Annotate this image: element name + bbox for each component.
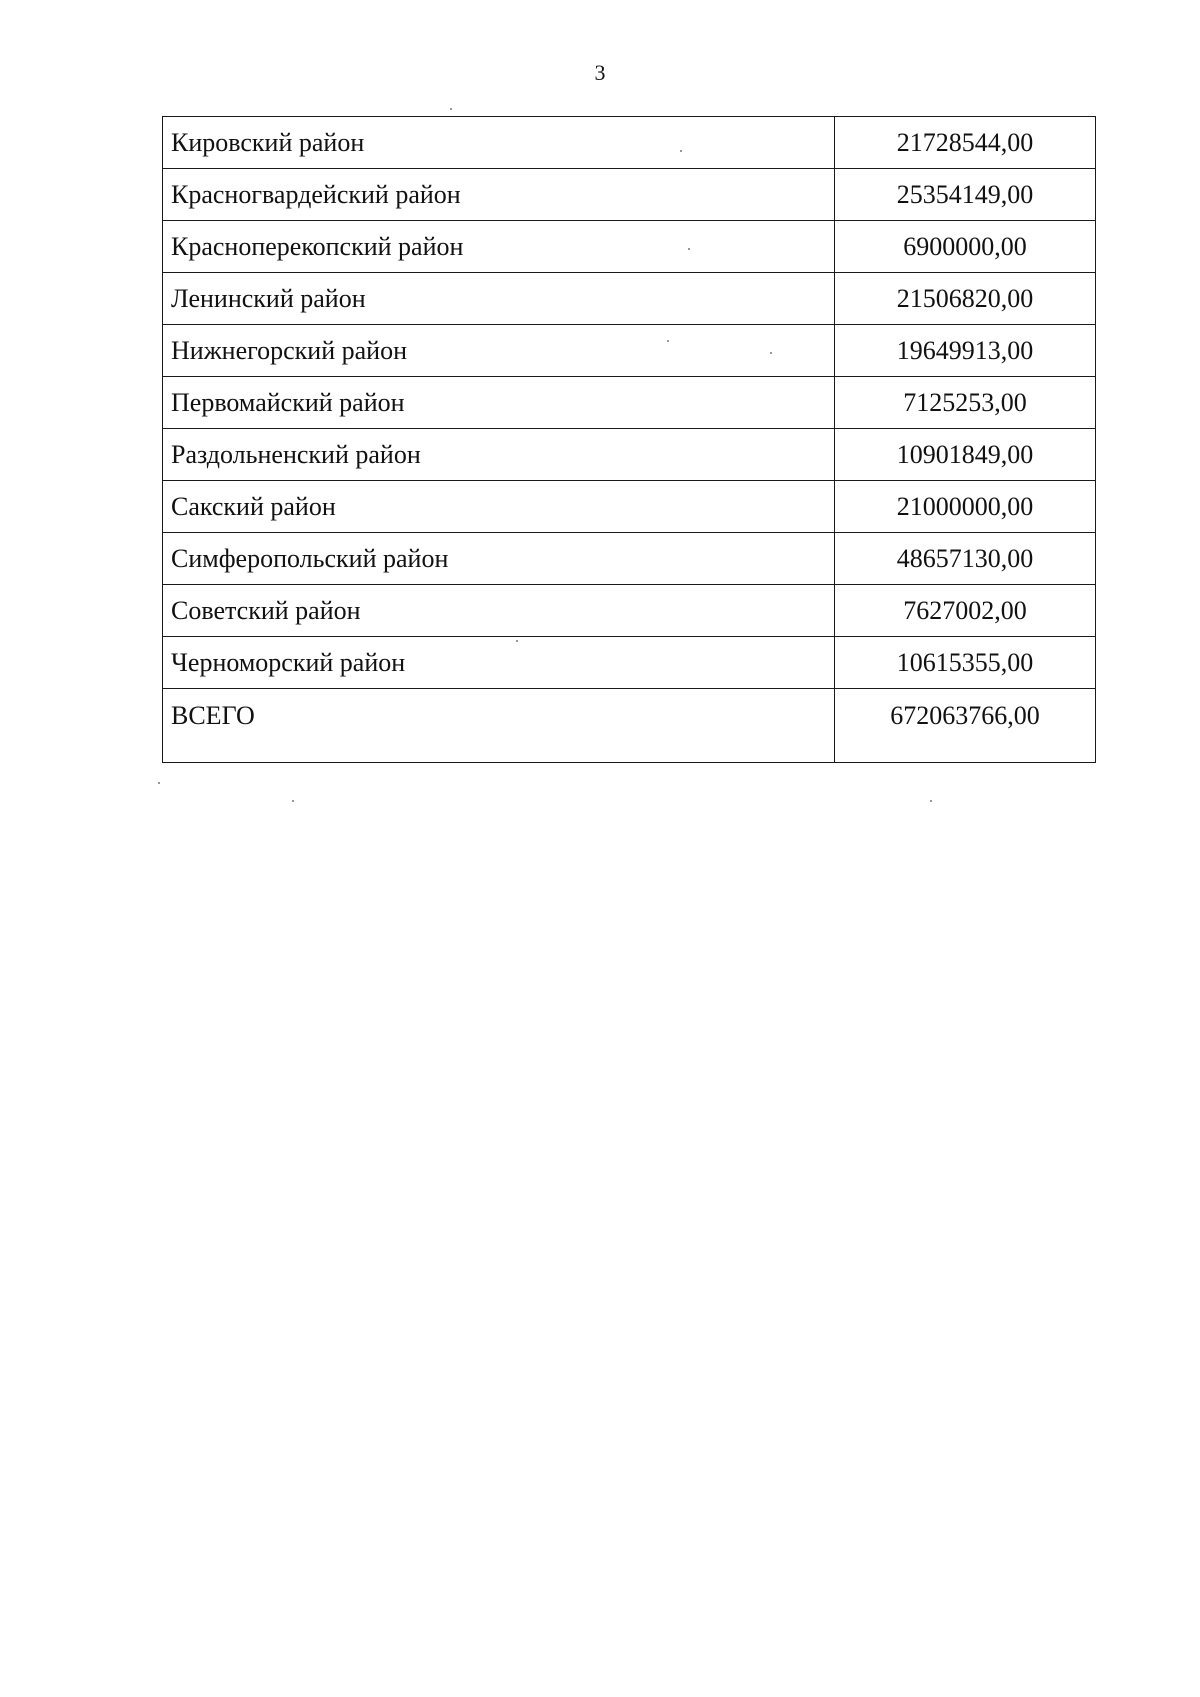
table-row [163,377,1096,429]
scan-speck [292,800,294,802]
table-row [163,481,1096,533]
scan-speck [667,340,669,342]
district-amount: 10901849,00 [835,429,1096,481]
district-name: Ленинский район [163,273,835,325]
table-row [163,117,1096,169]
district-name: Черноморский район [163,637,835,689]
page-number: 3 [594,60,606,85]
district-amount: 7627002,00 [835,585,1096,637]
total-amount: 672063766,00 [835,689,1096,763]
table-row [163,169,1096,221]
district-amount: 7125253,00 [835,377,1096,429]
scan-speck [770,352,772,354]
scan-speck [158,782,160,784]
scan-speck [930,800,932,802]
district-name: Советский район [163,585,835,637]
district-amount: 21000000,00 [835,481,1096,533]
total-label: ВСЕГО [163,689,835,763]
district-name: Симферопольский район [163,533,835,585]
district-amount: 21506820,00 [835,273,1096,325]
table-row [163,429,1096,481]
table-row [163,585,1096,637]
district-name: Нижнегорский район [163,325,835,377]
table-row [163,637,1096,689]
table-row [163,221,1096,273]
scan-speck [680,150,682,152]
district-name: Сакский район [163,481,835,533]
table-row [163,273,1096,325]
district-amount: 6900000,00 [835,221,1096,273]
district-funding-table [162,116,1096,763]
district-amount: 19649913,00 [835,325,1096,377]
table-row [163,325,1096,377]
district-name: Раздольненский район [163,429,835,481]
district-amount: 48657130,00 [835,533,1096,585]
district-amount: 21728544,00 [835,117,1096,169]
district-name: Кировский район [163,117,835,169]
total-row [163,689,1096,763]
district-amount: 10615355,00 [835,637,1096,689]
district-name: Первомайский район [163,377,835,429]
scan-speck [450,108,452,110]
district-name: Красноперекопский район [163,221,835,273]
district-name: Красногвардейский район [163,169,835,221]
table-row [163,533,1096,585]
scan-speck [516,640,518,642]
district-amount: 25354149,00 [835,169,1096,221]
scan-speck [688,248,690,250]
